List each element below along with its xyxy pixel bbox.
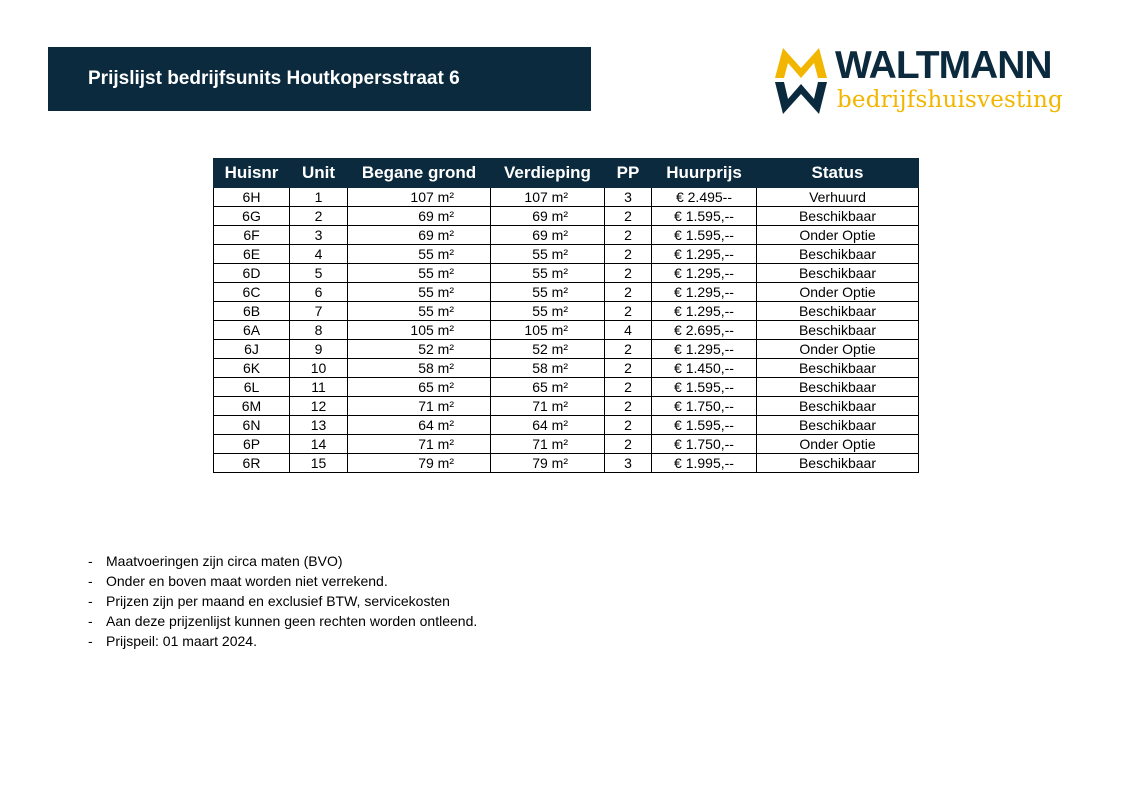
status-cell: Beschikbaar — [757, 397, 919, 416]
begane-grond-cell: 71 m² — [348, 435, 491, 454]
verdieping-cell: 55 m² — [491, 264, 605, 283]
begane-grond-cell: 64 m² — [348, 416, 491, 435]
page-title: Prijslijst bedrijfsunits Houtkopersstraat 6 — [88, 68, 460, 89]
pp-cell: 2 — [605, 302, 652, 321]
col-huisnr: Huisnr — [214, 159, 290, 188]
table-row — [214, 302, 919, 321]
unit-cell: 11 — [290, 378, 348, 397]
huurprijs-cell: € 1.450,-- — [652, 359, 757, 378]
huurprijs-cell: € 1.995,-- — [652, 454, 757, 473]
huisnr-cell: 6P — [214, 435, 290, 454]
huurprijs-cell: € 1.595,-- — [652, 226, 757, 245]
begane-grond-cell: 79 m² — [348, 454, 491, 473]
col-huurprijs: Huurprijs — [652, 159, 757, 188]
status-cell: Beschikbaar — [757, 416, 919, 435]
begane-grond-cell: 69 m² — [348, 207, 491, 226]
status-cell: Beschikbaar — [757, 302, 919, 321]
pp-cell: 2 — [605, 283, 652, 302]
col-begane-grond: Begane grond — [348, 159, 491, 188]
huisnr-cell: 6M — [214, 397, 290, 416]
begane-grond-cell: 55 m² — [348, 302, 491, 321]
huisnr-cell: 6J — [214, 340, 290, 359]
pp-cell: 2 — [605, 397, 652, 416]
table-row — [214, 378, 919, 397]
unit-cell: 3 — [290, 226, 348, 245]
table-row — [214, 416, 919, 435]
unit-cell: 15 — [290, 454, 348, 473]
table-row — [214, 321, 919, 340]
logo-tagline: bedrijfshuisvesting — [837, 87, 1063, 113]
note-item: - Prijspeil: 01 maart 2024. — [88, 631, 477, 651]
huisnr-cell: 6H — [214, 188, 290, 207]
huisnr-cell: 6F — [214, 226, 290, 245]
pp-cell: 2 — [605, 264, 652, 283]
huurprijs-cell: € 2.495-- — [652, 188, 757, 207]
verdieping-cell: 55 m² — [491, 245, 605, 264]
pp-cell: 2 — [605, 359, 652, 378]
pp-cell: 2 — [605, 340, 652, 359]
huisnr-cell: 6R — [214, 454, 290, 473]
pp-cell: 2 — [605, 207, 652, 226]
begane-grond-cell: 58 m² — [348, 359, 491, 378]
pp-cell: 3 — [605, 188, 652, 207]
status-cell: Onder Optie — [757, 340, 919, 359]
unit-cell: 9 — [290, 340, 348, 359]
note-item: - Onder en boven maat worden niet verrekend. — [88, 571, 477, 591]
verdieping-cell: 65 m² — [491, 378, 605, 397]
col-status: Status — [757, 159, 919, 188]
status-cell: Onder Optie — [757, 226, 919, 245]
unit-cell: 12 — [290, 397, 348, 416]
table-row — [214, 454, 919, 473]
pp-cell: 4 — [605, 321, 652, 340]
unit-cell: 2 — [290, 207, 348, 226]
verdieping-cell: 71 m² — [491, 435, 605, 454]
begane-grond-cell: 107 m² — [348, 188, 491, 207]
status-cell: Onder Optie — [757, 435, 919, 454]
verdieping-cell: 71 m² — [491, 397, 605, 416]
huurprijs-cell: € 1.750,-- — [652, 435, 757, 454]
logo-brand: WALTMANN — [835, 44, 1052, 87]
huurprijs-cell: € 1.295,-- — [652, 264, 757, 283]
note-item: - Aan deze prijzenlijst kunnen geen rechten worden ontleend. — [88, 611, 477, 631]
verdieping-cell: 58 m² — [491, 359, 605, 378]
verdieping-cell: 55 m² — [491, 283, 605, 302]
pp-cell: 2 — [605, 378, 652, 397]
table-row — [214, 283, 919, 302]
huisnr-cell: 6A — [214, 321, 290, 340]
begane-grond-cell: 55 m² — [348, 283, 491, 302]
pp-cell: 3 — [605, 454, 652, 473]
huisnr-cell: 6N — [214, 416, 290, 435]
verdieping-cell: 107 m² — [491, 188, 605, 207]
table-row — [214, 245, 919, 264]
unit-cell: 14 — [290, 435, 348, 454]
huurprijs-cell: € 1.595,-- — [652, 378, 757, 397]
table-row — [214, 340, 919, 359]
verdieping-cell: 69 m² — [491, 226, 605, 245]
unit-cell: 7 — [290, 302, 348, 321]
begane-grond-cell: 55 m² — [348, 264, 491, 283]
begane-grond-cell: 52 m² — [348, 340, 491, 359]
pp-cell: 2 — [605, 226, 652, 245]
huisnr-cell: 6E — [214, 245, 290, 264]
table-row — [214, 264, 919, 283]
col-pp: PP — [605, 159, 652, 188]
table-row — [214, 359, 919, 378]
huurprijs-cell: € 1.295,-- — [652, 283, 757, 302]
status-cell: Beschikbaar — [757, 207, 919, 226]
col-verdieping: Verdieping — [491, 159, 605, 188]
begane-grond-cell: 105 m² — [348, 321, 491, 340]
begane-grond-cell: 65 m² — [348, 378, 491, 397]
unit-cell: 5 — [290, 264, 348, 283]
verdieping-cell: 69 m² — [491, 207, 605, 226]
huurprijs-cell: € 2.695,-- — [652, 321, 757, 340]
huisnr-cell: 6K — [214, 359, 290, 378]
verdieping-cell: 105 m² — [491, 321, 605, 340]
huurprijs-cell: € 1.295,-- — [652, 340, 757, 359]
status-cell: Beschikbaar — [757, 264, 919, 283]
table-row — [214, 188, 919, 207]
notes-list — [88, 551, 477, 651]
huurprijs-cell: € 1.295,-- — [652, 245, 757, 264]
begane-grond-cell: 55 m² — [348, 245, 491, 264]
table-row — [214, 435, 919, 454]
verdieping-cell: 52 m² — [491, 340, 605, 359]
table-header-row — [214, 159, 919, 188]
unit-cell: 10 — [290, 359, 348, 378]
status-cell: Onder Optie — [757, 283, 919, 302]
mw-logo-icon — [773, 46, 829, 116]
pp-cell: 2 — [605, 416, 652, 435]
begane-grond-cell: 69 m² — [348, 226, 491, 245]
huisnr-cell: 6B — [214, 302, 290, 321]
unit-cell: 6 — [290, 283, 348, 302]
status-cell: Beschikbaar — [757, 359, 919, 378]
status-cell: Beschikbaar — [757, 378, 919, 397]
table-row — [214, 207, 919, 226]
unit-cell: 4 — [290, 245, 348, 264]
price-table — [213, 158, 919, 473]
begane-grond-cell: 71 m² — [348, 397, 491, 416]
huisnr-cell: 6D — [214, 264, 290, 283]
table-row — [214, 226, 919, 245]
huurprijs-cell: € 1.295,-- — [652, 302, 757, 321]
status-cell: Beschikbaar — [757, 245, 919, 264]
huisnr-cell: 6G — [214, 207, 290, 226]
huurprijs-cell: € 1.595,-- — [652, 416, 757, 435]
pp-cell: 2 — [605, 245, 652, 264]
huisnr-cell: 6L — [214, 378, 290, 397]
pp-cell: 2 — [605, 435, 652, 454]
verdieping-cell: 79 m² — [491, 454, 605, 473]
table-body — [214, 188, 919, 473]
waltmann-logo — [773, 46, 1073, 118]
unit-cell: 1 — [290, 188, 348, 207]
huurprijs-cell: € 1.595,-- — [652, 207, 757, 226]
huurprijs-cell: € 1.750,-- — [652, 397, 757, 416]
status-cell: Verhuurd — [757, 188, 919, 207]
table-row — [214, 397, 919, 416]
note-item: - Maatvoeringen zijn circa maten (BVO) — [88, 551, 477, 571]
verdieping-cell: 64 m² — [491, 416, 605, 435]
title-banner — [48, 47, 591, 111]
verdieping-cell: 55 m² — [491, 302, 605, 321]
col-unit: Unit — [290, 159, 348, 188]
unit-cell: 13 — [290, 416, 348, 435]
status-cell: Beschikbaar — [757, 454, 919, 473]
status-cell: Beschikbaar — [757, 321, 919, 340]
note-item: - Prijzen zijn per maand en exclusief BTW, servicekosten — [88, 591, 477, 611]
unit-cell: 8 — [290, 321, 348, 340]
huisnr-cell: 6C — [214, 283, 290, 302]
